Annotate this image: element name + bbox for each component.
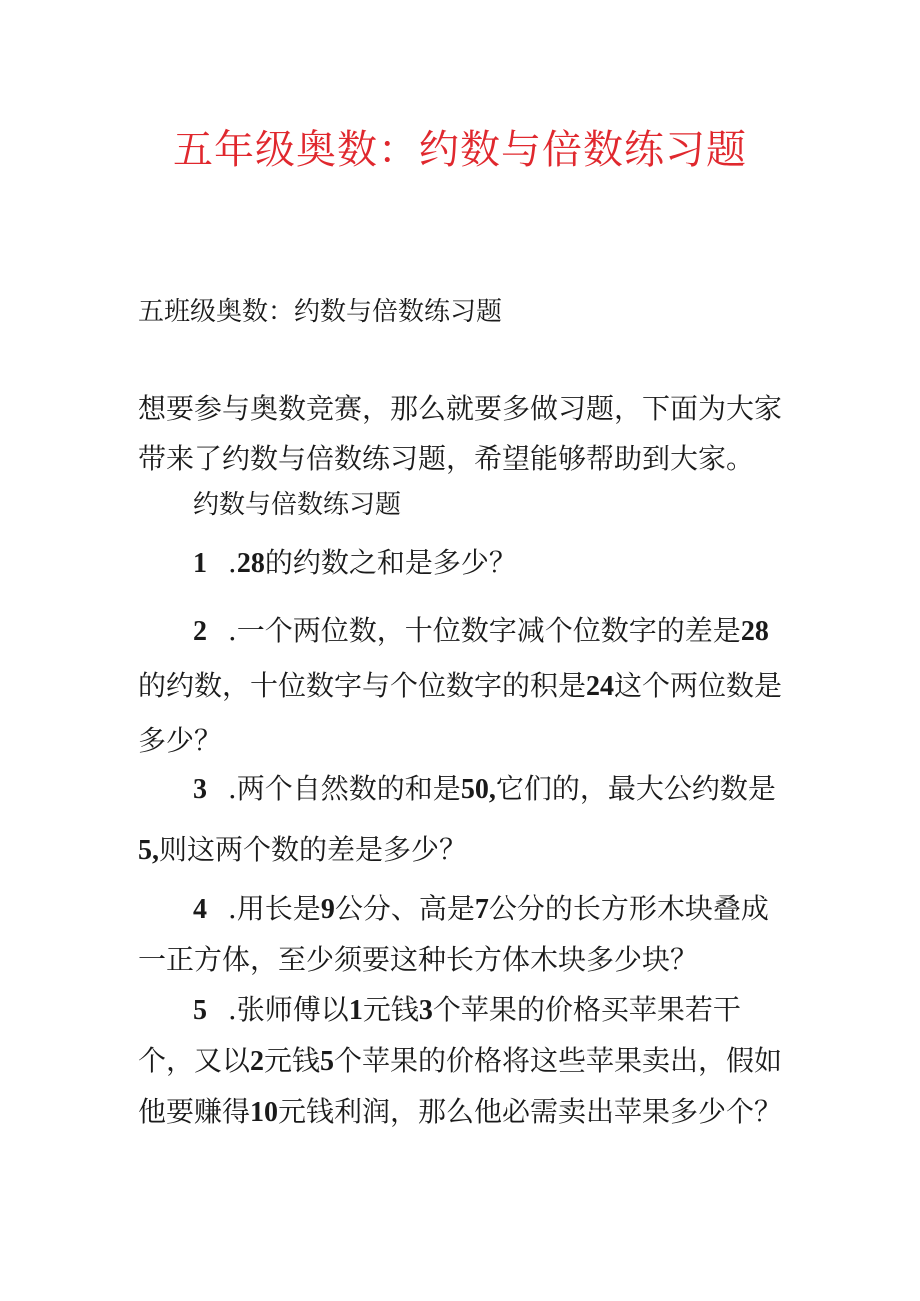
document-title: 五年级奥数：约数与倍数练习题 bbox=[173, 127, 747, 173]
question-3 bbox=[138, 759, 788, 881]
question-number: 5 bbox=[193, 995, 207, 1026]
question-numeral: 3 bbox=[418, 995, 433, 1026]
question-5 bbox=[138, 985, 788, 1138]
question-text: 个苹果的价格将这些苹果卖出，假如他要赚得 bbox=[138, 1044, 783, 1128]
question-numeral: 28 bbox=[236, 548, 265, 579]
question-text: 元钱 bbox=[362, 993, 419, 1026]
question-text: 公分、高是 bbox=[334, 892, 475, 925]
question-number: 1 bbox=[193, 548, 207, 579]
intro-paragraph: 想要参与奥数竞赛，那么就要多做习题，下面为大家带来了约数与倍数练习题，希望能够帮助到大家。 bbox=[138, 392, 783, 475]
question-text: 的约数，十位数字与个位数字的积是 bbox=[138, 669, 587, 702]
question-text: 元钱利润，那么他必需卖出苹果多少个？ bbox=[278, 1095, 783, 1128]
question-text: .两个自然数的和是 bbox=[227, 772, 461, 805]
question-numeral: 24 bbox=[586, 671, 615, 702]
question-numeral: 9 bbox=[320, 894, 335, 925]
question-text: .一个两位数，十位数字减个位数字的差是 bbox=[227, 614, 741, 647]
question-numeral: 1 bbox=[348, 995, 363, 1026]
question-numeral: 2 bbox=[250, 1046, 265, 1077]
question-numeral: 28 bbox=[740, 616, 769, 647]
question-1 bbox=[138, 536, 788, 591]
question-numeral: 5 bbox=[320, 1046, 335, 1077]
question-numeral: 50, bbox=[460, 774, 496, 805]
question-2 bbox=[138, 604, 788, 768]
document-subtitle: 五班级奥数：约数与倍数练习题 bbox=[138, 297, 503, 327]
question-text: .张师傅以 bbox=[227, 993, 349, 1026]
question-number: 3 bbox=[193, 774, 207, 805]
question-number: 2 bbox=[193, 616, 207, 647]
question-4 bbox=[138, 884, 788, 985]
question-text: 则这两个数的差是多少？ bbox=[159, 833, 468, 866]
question-text: 公分的长方形木块叠成一正方体，至少须要这种长方体木块多少块？ bbox=[138, 892, 769, 976]
question-text: . bbox=[227, 546, 237, 579]
question-text: .用长是 bbox=[227, 892, 321, 925]
question-number: 4 bbox=[193, 894, 207, 925]
question-text: 个苹果的价格买苹果若干个，又以 bbox=[138, 993, 741, 1077]
question-numeral: 10 bbox=[250, 1097, 279, 1128]
question-numeral: 5, bbox=[138, 835, 159, 866]
question-numeral: 7 bbox=[474, 894, 489, 925]
question-text: 的约数之和是多少？ bbox=[264, 546, 517, 579]
question-text: 它们的，最大公约数是 bbox=[495, 772, 776, 805]
question-text: 元钱 bbox=[264, 1044, 321, 1077]
section-heading: 约数与倍数练习题 bbox=[193, 490, 402, 520]
question-text: 这个两位数是多少？ bbox=[138, 669, 783, 757]
